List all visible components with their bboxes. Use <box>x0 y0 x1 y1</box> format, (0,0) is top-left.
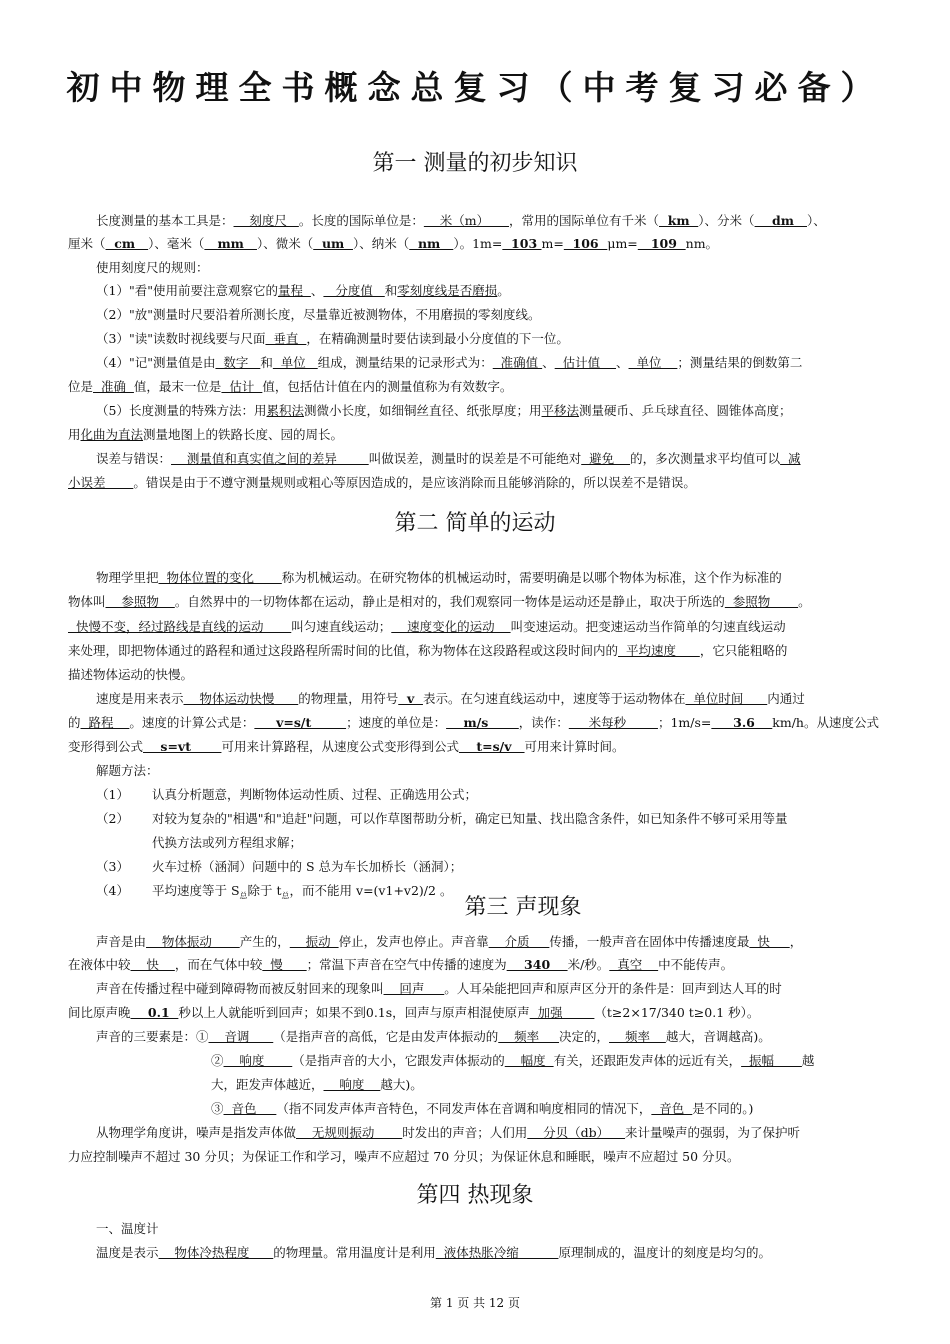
text-segment: 一、温度计 <box>96 1221 159 1236</box>
fill-in-answer: 回声 <box>383 981 445 996</box>
text-segment: ，常用的国际单位有千米（ <box>508 213 659 228</box>
paragraph-line <box>68 1148 883 1166</box>
fill-in-answer: 分度值 <box>323 283 385 298</box>
fill-in-answer: 参照物 <box>724 594 799 609</box>
text-segment: （2）"放"测量时尺要沿着所测长度，尽量靠近被测物体，不用磨损的零刻度线。 <box>96 307 541 322</box>
section-heading-measurement: 第一 测量的初步知识 <box>372 151 578 176</box>
text-segment: ，而在气体中较 <box>174 957 263 972</box>
text-segment: （4）"记"测量值是由 <box>96 355 216 370</box>
text-segment: 在液体中较 <box>68 957 131 972</box>
fill-in-answer: 慢 <box>262 957 307 972</box>
fill-in-answer: 振动 <box>289 934 339 949</box>
text-segment: 值，最末一位是 <box>133 379 222 394</box>
text-segment: m= <box>541 236 564 251</box>
section-heading-sound: 第三 声现象 <box>464 895 582 920</box>
method-item: 代换方法或列方程组求解； <box>152 835 303 850</box>
text-segment: 测量地图上的铁路长度、园的周长。 <box>143 427 344 442</box>
method-item: （2） 对较为复杂的"相遇"和"追赶"问题，可以作草图帮助分析，确定已知量、找出隐含条件，如已知条件不够可采用等量 <box>96 811 788 826</box>
paragraph-line <box>68 282 911 300</box>
text-segment: 。 <box>798 594 811 609</box>
paragraph-line <box>68 642 883 660</box>
fill-in-answer: 单位时间 <box>685 691 768 706</box>
text-segment: 从物理学角度讲，噪声是指发声体做 <box>96 1125 297 1140</box>
fill-in-answer: 路程 <box>80 715 130 730</box>
fill-in-answer: 量程 <box>277 283 311 298</box>
text-segment: 可用来计算路程，从速度公式变形得到公式 <box>221 739 459 754</box>
paragraph-line <box>68 330 911 348</box>
fill-in-answer: 物体位置的变化 <box>158 570 282 585</box>
text-segment: ）、分米（ <box>698 213 755 228</box>
text-segment: ；常温下声音在空气中传播的速度为 <box>306 957 507 972</box>
fill-in-answer: 109 <box>637 236 686 251</box>
paragraph-line <box>68 354 911 372</box>
text-segment: ，它只能粗略的 <box>699 643 788 658</box>
fill-in-answer: 340 <box>506 957 568 972</box>
text-segment: ，在精确测量时要估读到最小分度值的下一位。 <box>306 331 569 346</box>
fill-in-answer: 液体热胀冷缩 <box>435 1245 559 1260</box>
text-segment: 声音在传播过程中碰到障碍物而被反射回来的现象叫 <box>96 981 384 996</box>
text-segment: 测微小长度，如细铜丝直径、纸张厚度；用 <box>303 403 542 418</box>
paragraph-line <box>68 666 883 684</box>
fill-in-answer: v=s/t <box>254 715 347 730</box>
fill-in-answer: 平移法 <box>541 403 580 418</box>
subheading <box>96 1220 911 1238</box>
page-footer: 第 1 页 共 12 页 <box>430 1296 520 1310</box>
text-segment: 越 <box>801 1053 815 1068</box>
text-segment: 组成，测量结果的记录形式为： <box>317 355 493 370</box>
text-segment: 物理学里把 <box>96 570 159 585</box>
fill-in-answer: 小误差 <box>68 475 134 490</box>
paragraph-line <box>68 212 911 230</box>
text-segment: 声音是由 <box>96 934 147 949</box>
paragraph-line <box>211 1076 883 1094</box>
text-segment: 、 <box>310 283 324 298</box>
text-segment: 变形得到公式 <box>68 739 144 754</box>
fill-in-answer: 无规则振动 <box>296 1125 403 1140</box>
text-segment: 。人耳朵能把回声和原声区分开的条件是：回声到达人耳的时 <box>444 981 782 996</box>
paragraph-line <box>68 1004 883 1022</box>
paragraph-line <box>68 714 883 732</box>
text-segment: 、 <box>542 355 555 370</box>
text-segment: 位是 <box>68 379 94 394</box>
text-segment: ）、毫米（ <box>148 236 205 251</box>
text-segment: 的物理量，用符号 <box>298 691 399 706</box>
paragraph-line <box>68 933 911 951</box>
text-segment: 值，包括估计值在内的测量值称为有效数字。 <box>262 379 513 394</box>
fill-in-answer: 快 <box>130 957 175 972</box>
text-segment: 声音的三要素是：① <box>96 1029 209 1044</box>
method-item: （4） 平均速度等于 $S_总$除于 $t_总$，而不能用 v=(v1+v2)/2 。 <box>96 883 453 901</box>
text-segment: 决定的， <box>559 1029 610 1044</box>
text-segment: μm= <box>607 236 638 251</box>
fill-in-answer: 米每秒 <box>568 715 658 730</box>
text-segment: 温度是表示 <box>96 1245 159 1260</box>
paragraph-line <box>68 378 883 396</box>
text-segment: （5）长度测量的特殊方法：用 <box>96 403 267 418</box>
fill-in-answer: 振幅 <box>741 1053 802 1068</box>
text-segment: 越大，音调越高)。 <box>665 1029 771 1044</box>
fill-in-answer: 103 <box>502 236 542 251</box>
fill-in-answer: 参照物 <box>105 594 175 609</box>
fill-in-answer: 估计值 <box>554 355 617 370</box>
fill-in-answer: 数字 <box>215 355 261 370</box>
paragraph-line <box>68 738 883 756</box>
paragraph-line <box>211 1052 883 1070</box>
fill-in-answer: 减 <box>780 451 801 466</box>
text-segment: 米/秒。 <box>567 957 610 972</box>
paragraph-line <box>211 1100 883 1118</box>
section-heading-heat: 第四 热现象 <box>416 1183 534 1208</box>
fill-in-answer: 物体运动快慢 <box>183 691 299 706</box>
fill-in-answer: s=vt <box>143 739 222 754</box>
fill-in-answer: 频率 <box>609 1029 666 1044</box>
text-segment: ）、微米（ <box>256 236 314 251</box>
text-segment: 来处理，即把物体通过的路程和通过这段路程所需时间的比值，称为物体在这段路程或这段时间内的 <box>68 643 619 658</box>
text-segment: 使用刻度尺的规则： <box>96 260 209 275</box>
paragraph-line <box>68 762 911 780</box>
paragraph-line <box>68 1028 911 1046</box>
text-segment: 产生的， <box>239 934 290 949</box>
text-segment: 内通过 <box>767 691 805 706</box>
fill-in-answer: 垂直 <box>265 331 307 346</box>
text-segment: 。 <box>497 283 510 298</box>
text-segment: 误差与错误： <box>96 451 172 466</box>
text-segment: 可用来计算时间。 <box>524 739 625 754</box>
text-segment: 的物理量。常用温度计是利用 <box>273 1245 436 1260</box>
text-segment: 停止，发声也停止。声音靠 <box>338 934 489 949</box>
fill-in-answer: 音调 <box>208 1029 274 1044</box>
fill-in-answer: um <box>313 236 353 251</box>
text-segment: 越大)。 <box>380 1077 423 1092</box>
fill-in-answer: 零刻度线是否磨损 <box>397 283 498 298</box>
fill-in-answer: 响度 <box>323 1077 381 1092</box>
text-segment: 用 <box>68 427 81 442</box>
text-segment: 称为机械运动。在研究物体的机械运动时，需要明确是以哪个物体为标准，这个作为标准的 <box>281 570 782 585</box>
text-segment: 原理制成的，温度计的刻度是均匀的。 <box>558 1245 771 1260</box>
text-segment: 的，多次测量求平均值可以 <box>630 451 781 466</box>
paragraph-line <box>68 956 883 974</box>
section-heading-motion: 第二 简单的运动 <box>394 511 556 536</box>
fill-in-answer: 频率 <box>498 1029 560 1044</box>
text-segment: 测量硬币、乒乓球直径、圆锥体高度； <box>579 403 792 418</box>
fill-in-answer: 介质 <box>488 934 550 949</box>
fill-in-answer: 幅度 <box>504 1053 554 1068</box>
fill-in-answer: 化曲为直法 <box>80 427 144 442</box>
paragraph-line <box>68 450 911 468</box>
fill-in-answer: 物体振动 <box>146 934 240 949</box>
text-segment: （是指声音的高低，它是由发声体振动的 <box>273 1029 499 1044</box>
text-segment: 长度测量的基本工具是： <box>96 213 234 228</box>
text-segment: （t≥2×17/340 t≥0.1 秒）。 <box>594 1005 760 1020</box>
paragraph-line <box>68 259 911 277</box>
text-segment: （是指声音的大小，它跟发声体振动的 <box>292 1053 505 1068</box>
text-segment: 。自然界中的一切物体都在运动，静止是相对的，我们观察同一物体是运动还是静止，取决于所选的 <box>174 594 725 609</box>
page-title: 初中物理全书概念总复习（中考复习必备） <box>66 68 884 107</box>
text-segment: 叫做误差，测量时的误差是不可能绝对 <box>368 451 582 466</box>
paragraph-line <box>68 980 911 998</box>
fill-in-answer: 累积法 <box>266 403 304 418</box>
text-segment: 速度是用来表示 <box>96 691 184 706</box>
text-segment: （1）"看"使用前要注意观察它的 <box>96 283 278 298</box>
fill-in-answer: 刻度尺 <box>233 213 299 228</box>
text-segment: 物体叫 <box>68 594 106 609</box>
text-segment: 。长度的国际单位是： <box>298 213 424 228</box>
fill-in-answer: 加强 <box>529 1005 595 1020</box>
text-segment: 。错误是由于不遵守测量规则或粗心等原因造成的，是应该消除而且能够消除的，所以误差不是错误。 <box>133 475 696 490</box>
paragraph-line <box>68 690 911 708</box>
text-segment: 是不同的。) <box>692 1101 754 1116</box>
text-segment: ；速度的单位是： <box>346 715 447 730</box>
paragraph-line <box>68 306 911 324</box>
text-segment: ② <box>211 1053 224 1068</box>
paragraph-line <box>68 1244 911 1262</box>
fill-in-answer: 真空 <box>609 957 659 972</box>
text-segment: 描述物体运动的快慢。 <box>68 667 194 682</box>
fill-in-answer: t=s/v <box>458 739 525 754</box>
fill-in-answer: 0.1 <box>130 1005 179 1020</box>
fill-in-answer: 3.6 <box>711 715 773 730</box>
text-segment: 中不能传声。 <box>658 957 734 972</box>
paragraph-line <box>68 235 883 253</box>
text-segment: ③ <box>211 1101 224 1116</box>
fill-in-answer: nm <box>409 236 454 251</box>
fill-in-answer: 估计 <box>221 379 263 394</box>
fill-in-answer: 测量值和真实值之间的差异 <box>171 451 369 466</box>
paragraph-line <box>68 474 883 492</box>
text-segment: 、 <box>616 355 629 370</box>
fill-in-answer: 106 <box>563 236 608 251</box>
text-segment: ）、纳米（ <box>352 236 410 251</box>
fill-in-answer: 音色 <box>223 1101 277 1116</box>
text-segment: 秒以上人就能听到回声；如果不到0.1s，回声与原声相混使原声 <box>178 1005 530 1020</box>
fill-in-answer: v <box>398 691 423 706</box>
text-segment: ， <box>789 934 803 949</box>
paragraph-line <box>68 569 911 587</box>
fill-in-answer: dm <box>754 213 807 228</box>
text-segment: 力应控制噪声不超过 30 分贝；为保证工作和学习，噪声不应超过 70 分贝；为保证休息和睡眠，噪声不应超过 50 分贝。 <box>68 1149 740 1164</box>
paragraph-line <box>68 618 883 636</box>
method-item: （1） 认真分析题意，判断物体运动性质、过程、正确选用公式； <box>96 787 478 802</box>
fill-in-answer: 单位 <box>628 355 678 370</box>
text-segment: （指不同发声体声音特色，不同发声体在音调和响度相同的情况下， <box>276 1101 652 1116</box>
fill-in-answer: 准确值 <box>492 355 543 370</box>
paragraph-line <box>68 593 883 611</box>
text-segment: 大，距发声体越近， <box>211 1077 324 1092</box>
fill-in-answer: 快慢不变，经过路线是直线的运动 <box>68 619 292 634</box>
fill-in-answer: 音色 <box>651 1101 693 1116</box>
text-segment: 叫匀速直线运动； <box>291 619 392 634</box>
text-segment: 有关，还跟距发声体的远近有关， <box>553 1053 742 1068</box>
fill-in-answer: 准确 <box>93 379 134 394</box>
text-segment: 和 <box>384 283 398 298</box>
text-segment: ；测量结果的倒数第二 <box>677 355 803 370</box>
text-segment: km/h。从速度公式 <box>772 715 879 730</box>
fill-in-answer: 分贝（db） <box>527 1125 626 1140</box>
fill-in-answer: m/s <box>446 715 519 730</box>
fill-in-answer: 物体冷热程度 <box>158 1245 274 1260</box>
text-segment: ；1m/s= <box>657 715 712 730</box>
text-segment: 解题方法： <box>96 763 159 778</box>
text-segment: ）。1m= <box>453 236 503 251</box>
fill-in-answer: 响度 <box>223 1053 293 1068</box>
method-item: （3） 火车过桥（涵洞）问题中的 S 总为车长加桥长（涵洞）； <box>96 859 463 874</box>
paragraph-line <box>68 1124 911 1142</box>
paragraph-line <box>68 426 883 444</box>
fill-in-answer: 单位 <box>272 355 318 370</box>
text-segment: 间比原声晚 <box>68 1005 131 1020</box>
paragraph-line <box>68 402 911 420</box>
text-segment: 来计量噪声的强弱，为了保护听 <box>625 1125 801 1140</box>
fill-in-answer: cm <box>105 236 149 251</box>
text-segment: 的 <box>68 715 81 730</box>
text-segment: 。速度的计算公式是： <box>129 715 255 730</box>
fill-in-answer: 平均速度 <box>618 643 700 658</box>
text-segment: nm。 <box>685 236 719 251</box>
fill-in-answer: 快 <box>749 934 790 949</box>
text-segment: 传播，一般声音在固体中传播速度最 <box>549 934 750 949</box>
text-segment: ）、 <box>807 213 826 228</box>
text-segment: 厘米（ <box>68 236 106 251</box>
text-segment: 时发出的声音；人们用 <box>402 1125 528 1140</box>
fill-in-answer: 避免 <box>581 451 631 466</box>
fill-in-answer: 米（m） <box>423 213 509 228</box>
text-segment: 叫变速运动。把变速运动当作简单的匀速直线运动 <box>510 619 786 634</box>
fill-in-answer: km <box>659 213 699 228</box>
text-segment: （3）"读"读数时视线要与尺面 <box>96 331 266 346</box>
fill-in-answer: mm <box>204 236 257 251</box>
text-segment: 和 <box>260 355 273 370</box>
text-segment: ，读作： <box>518 715 569 730</box>
fill-in-answer: 速度变化的运动 <box>391 619 511 634</box>
text-segment: 表示。在匀速直线运动中，速度等于运动物体在 <box>422 691 686 706</box>
